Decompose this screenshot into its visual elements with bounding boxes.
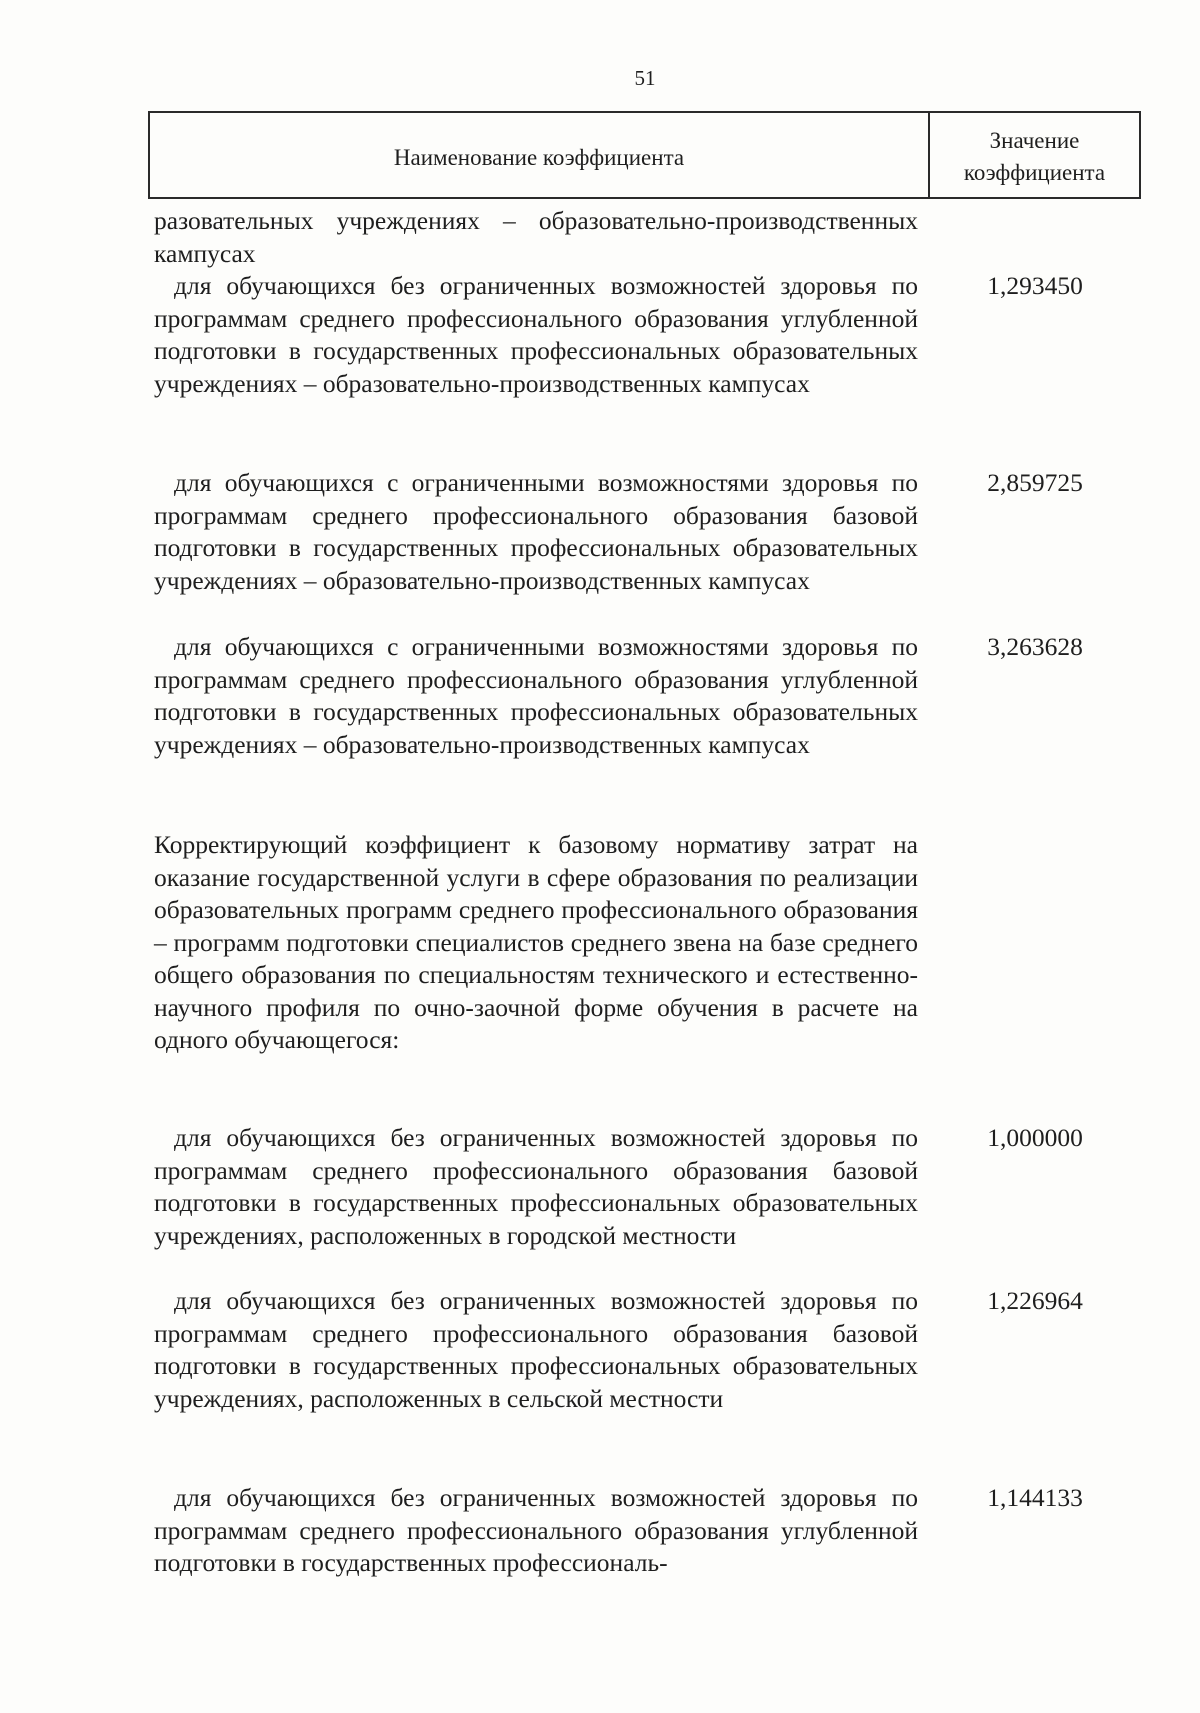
header-value-column	[930, 113, 1139, 197]
coefficient-description: Корректирующий коэффициент к базовому нормативу затрат на оказание государственной услуги в сфере образования по реализации образовательных программ среднего профессионального образования – программ подготовки специалистов среднего звена на базе среднего общего образования по специальностям технического и естественно-научного профиля по очно-заочной форме обучения в расчете на одного обучающегося:	[154, 830, 918, 1054]
header-name-column: Наименование коэффициента	[150, 113, 930, 197]
coefficient-description: для обучающихся без ограниченных возможностей здоровья по программам среднего профессионального образования базовой подготовки в государственных профессиональных образовательных учреждениях, расположенных в городской местности	[154, 1123, 918, 1250]
coefficient-description: для обучающихся без ограниченных возможностей здоровья по программам среднего профессионального образования базовой подготовки в государственных профессиональных образовательных учреждениях, расположенных в сельской местности	[154, 1286, 918, 1413]
coefficient-value: 2,859725	[987, 468, 1083, 497]
coefficient-description: для обучающихся с ограниченными возможностями здоровья по программам среднего профессионального образования базовой подготовки в государственных профессиональных образовательных учреждениях – образовательно-производственных кампусах	[154, 468, 918, 595]
coefficient-value: 1,293450	[987, 271, 1083, 300]
header-value-line2: коэффициента	[963, 160, 1106, 185]
table-row	[154, 631, 918, 761]
section-heading-paragraph	[154, 829, 918, 1057]
table-row	[154, 1122, 918, 1252]
table-header	[148, 111, 1141, 199]
coefficient-description: для обучающихся без ограниченных возможностей здоровья по программам среднего профессионального образования углубленной подготовки в государственных профессиональ-	[154, 1483, 918, 1577]
table-row	[154, 270, 918, 400]
coefficient-value: 3,263628	[987, 632, 1083, 661]
coefficient-description: для обучающихся с ограниченными возможностями здоровья по программам среднего профессионального образования углубленной подготовки в государственных профессиональных образовательных учреждениях – образовательно-производственных кампусах	[154, 632, 918, 759]
table-row	[154, 205, 918, 270]
table-row	[154, 1285, 918, 1415]
coefficient-description: разовательных учреждениях – образовательно-производственных кампусах	[154, 206, 918, 268]
table-row	[154, 1482, 918, 1580]
header-value-line1: Значение	[989, 128, 1080, 153]
coefficient-value: 1,144133	[987, 1483, 1083, 1512]
coefficient-value: 1,226964	[987, 1286, 1083, 1315]
page-number: 51	[634, 66, 656, 90]
coefficient-description: для обучающихся без ограниченных возможностей здоровья по программам среднего профессионального образования углубленной подготовки в государственных профессиональных образовательных учреждениях – образовательно-производственных кампусах	[154, 271, 918, 398]
table-row	[154, 467, 918, 597]
coefficient-value: 1,000000	[987, 1123, 1083, 1152]
